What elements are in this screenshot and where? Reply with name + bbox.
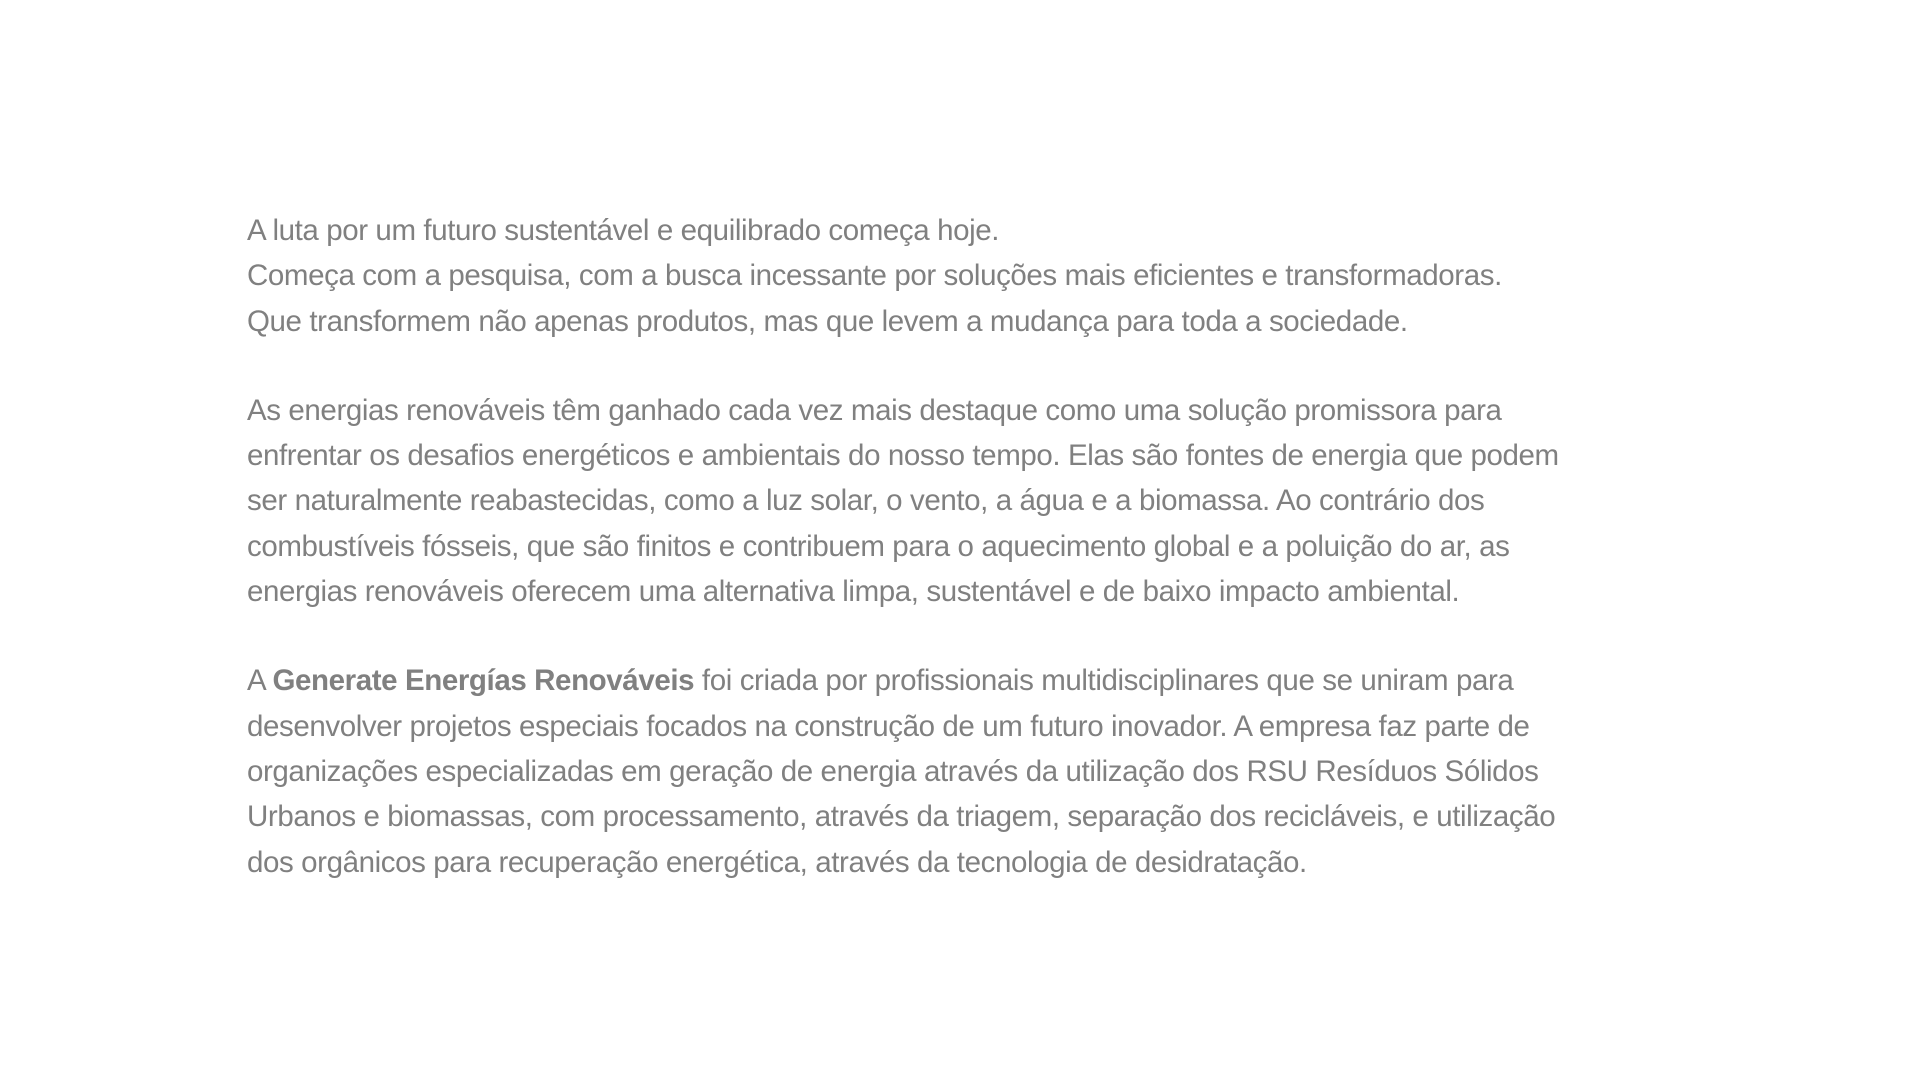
company-first-line	[247, 658, 1707, 703]
renewables-line: ser naturalmente reabastecidas, como a luz solar, o vento, a água e a biomassa. Ao contrário dos	[247, 484, 1485, 518]
renewables-line: As energias renováveis têm ganhado cada vez mais destaque como uma solução promissora para	[247, 393, 1502, 427]
company-prefix: A	[247, 664, 273, 698]
renewables-line: combustíveis fósseis, que são finitos e contribuem para o aquecimento global e a poluição do ar, as	[247, 529, 1510, 563]
company-line: desenvolver projetos especiais focados na construção de um futuro inovador. A empresa faz parte de	[247, 709, 1530, 743]
renewables-paragraph	[247, 388, 1707, 614]
company-paragraph	[247, 658, 1707, 884]
renewables-line: energias renováveis oferecem uma alternativa limpa, sustentável e de baixo impacto ambiental.	[247, 575, 1460, 609]
company-line: dos orgânicos para recuperação energética, através da tecnologia de desidratação.	[247, 845, 1307, 879]
intro-line: Começa com a pesquisa, com a busca incessante por soluções mais eficientes e transformadoras.	[247, 259, 1502, 293]
brand-name: Generate Energías Renováveis	[272, 664, 695, 698]
intro-line: A luta por um futuro sustentável e equilibrado começa hoje.	[247, 214, 1000, 247]
company-line: organizações especializadas em geração de energia através da utilização dos RSU Resíduos Sólidos	[247, 754, 1539, 788]
intro-line: Que transformem não apenas produtos, mas que levem a mudança para toda a sociedade.	[247, 304, 1408, 338]
renewables-line: enfrentar os desafios energéticos e ambientais do nosso tempo. Elas são fontes de energia que podem	[247, 439, 1559, 473]
company-first-line-rest: foi criada por profissionais multidisciplinares que se uniram para	[694, 664, 1514, 698]
text-content	[247, 208, 1707, 929]
intro-paragraph	[247, 208, 1707, 344]
company-line: Urbanos e biomassas, com processamento, através da triagem, separação dos recicláveis, e utilização	[247, 800, 1556, 834]
